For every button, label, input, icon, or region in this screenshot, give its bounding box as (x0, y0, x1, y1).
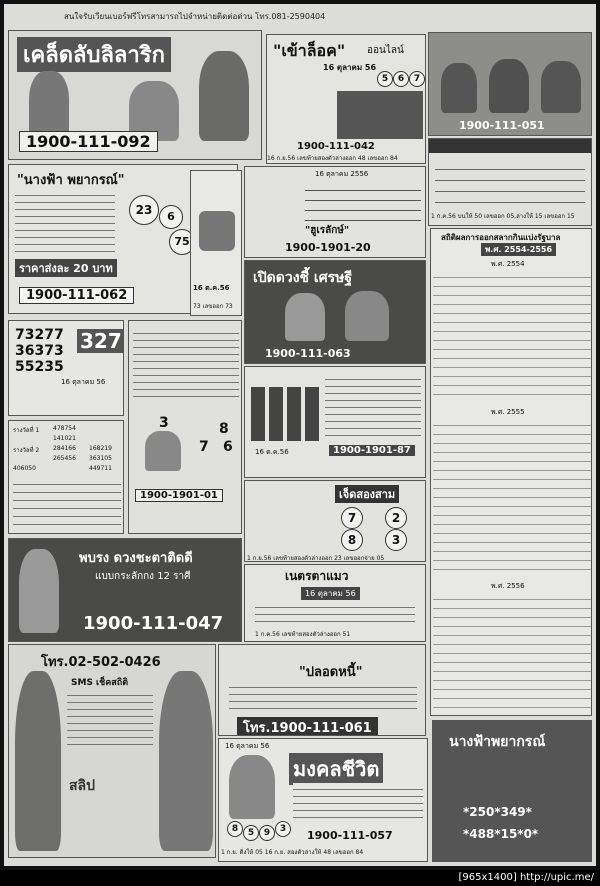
ad-left-table-row-2: 36373 (15, 343, 64, 359)
ad-card-mid-text (133, 327, 239, 397)
ad-bottom-center-phone: 1900-111-057 (307, 829, 393, 842)
ad-poet-title: เปิดดวงชี้ เศรษฐี (253, 270, 353, 286)
ad-kratong-title: เนตรตาแมว (285, 569, 349, 583)
ad-seven-two (244, 480, 426, 562)
ad-nangfa-top-price: ราคาส่งละ 20 บาท (15, 259, 117, 277)
ad-pansa-subtitle: แบบกระลักกง 12 ราศี (95, 571, 191, 582)
ad-seven-two-num-1: 7 (341, 507, 363, 529)
ad-bottom-center-num-3: 9 (259, 825, 275, 841)
ad-card-mid-num-2: 8 (219, 421, 229, 437)
stats-table-title: สถิติผลการออกสลากกินแบ่งรัฐบาล (441, 233, 561, 242)
ad-card-mid-num-3: 7 (199, 439, 209, 455)
ad-khao-lek-digit-1: 5 (377, 71, 393, 87)
ad-pansa-title: พบรง ดวงชะตาติดดี (79, 551, 193, 566)
ad-mid-small-note: 73 เลขออก 73 (193, 303, 233, 310)
ad-bottom-center-title: มงคลชีวิต (289, 753, 383, 785)
ad-left-nums-row-5-value: 406050 (13, 465, 36, 472)
ad-nangfa-top-ball-2: 6 (159, 205, 183, 229)
ad-pheiya-grid (305, 181, 421, 221)
ad-left-nums (8, 420, 124, 534)
figure-pansa (19, 549, 59, 633)
ad-tel-left-label: สลิป (69, 778, 96, 794)
ad-klet-lap-phone: 1900-111-092 (19, 131, 158, 152)
ad-nangfa-bottom-title: นางฟ้าพยากรณ์ (449, 734, 546, 750)
ad-bottom-right-mid (244, 366, 426, 478)
ad-bottom-right-mid-grid (251, 387, 321, 441)
stats-table-box (430, 228, 592, 716)
ad-khao-lek-grid (337, 91, 423, 139)
ad-left-nums-row-4-value-2: 363105 (89, 455, 112, 462)
ad-sms-right-line: 1 ก.ค.56 บนให้ 50 เลขออก 05,ล่างให้ 15 เลขออก 15 (431, 213, 575, 220)
ad-pansa-phone: 1900-111-047 (83, 613, 224, 634)
ad-nangfa-bottom-line-1: *250*349* (463, 805, 532, 819)
ad-pansa (8, 538, 242, 642)
ad-card-mid-num-4: 6 (223, 439, 233, 455)
ad-khao-lek-digit-2: 6 (393, 71, 409, 87)
figure-woman-left (15, 671, 61, 851)
ad-left-nums-row-3-value-2: 168219 (89, 445, 112, 452)
ad-seven-two-num-3: 8 (341, 529, 363, 551)
ad-nangfa-top-title: "นางฟ้า พยากรณ์" (17, 173, 125, 188)
ad-top-right (428, 32, 592, 136)
ad-khao-lek-date: 16 ตุลาคม 56 (323, 63, 377, 72)
ad-bottom-right-mid-phone: 1900-1901-87 (329, 445, 415, 456)
figure-woman-3 (199, 51, 249, 141)
ad-khao-lek (266, 34, 426, 164)
stats-table-year-1: พ.ศ. 2554 (491, 260, 525, 268)
ad-nangfa-top-ball-1: 23 (129, 195, 159, 225)
stats-table-rows-3 (433, 591, 591, 711)
ad-khao-lek-note: 16 ก.ย.56 เลขท้ายสองตัวล่างออก 48 เลขออก 84 (267, 155, 398, 162)
ad-klet-lap-title: เคล็ดลับลิลาริก (17, 37, 171, 72)
ad-kratong-date: 16 ตุลาคม 56 (301, 587, 360, 600)
ad-plod-phone: โทร.1900-111-061 (237, 717, 378, 736)
stats-table-year-3: พ.ศ. 2556 (491, 582, 525, 590)
figure-deity-mid (145, 431, 181, 471)
ad-mid-small-date: 16 ต.ค.56 (193, 284, 230, 292)
ad-khao-lek-subtitle: ออนไลน์ (367, 45, 404, 56)
ad-nangfa-top-phone: 1900-111-062 (19, 287, 134, 304)
stats-table-years: พ.ศ. 2554-2556 (481, 243, 556, 256)
ad-seven-two-title: เจ็ดสองสาม (335, 485, 399, 503)
ad-pheiya-phone: 1900-1901-20 (285, 241, 371, 254)
figure-woman-right (159, 671, 213, 851)
ad-card-mid (128, 320, 242, 534)
ad-mid-small-figure (199, 211, 235, 251)
stats-table-rows-2 (433, 417, 591, 575)
ad-seven-two-num-2: 2 (385, 507, 407, 529)
ad-sms-right-rows (435, 159, 585, 203)
ad-bottom-right-mid-text (325, 373, 421, 441)
ad-poet-phone: 1900-111-063 (265, 347, 351, 360)
stats-table-rows-1 (433, 269, 591, 403)
ad-tel-left-phone: โทร.02-502-0426 (41, 655, 161, 670)
ad-kratong (244, 564, 426, 642)
ad-seven-two-num-4: 3 (385, 529, 407, 551)
ad-khao-lek-title: "เข้าล็อค" (273, 41, 346, 60)
ad-bottom-center-text (293, 783, 423, 823)
ad-bottom-center-num-4: 3 (275, 821, 291, 837)
ad-left-nums-row-4-value: 265456 (53, 455, 76, 462)
ad-bottom-center-date: 16 ตุลาคม 56 (225, 742, 270, 750)
ad-nangfa-top-ball-3: 75 (169, 229, 195, 255)
ad-left-table-row-1: 73277 (15, 327, 64, 343)
ad-left-nums-row-2-value: 141021 (53, 435, 76, 442)
ad-card-mid-num-1: 3 (159, 415, 169, 431)
ad-pheiya-date: 16 ตุลาคม 2556 (315, 170, 369, 178)
ad-plod-title: "ปลอดหนี้" (299, 665, 363, 680)
ad-left-nums-row-1-value: 478754 (53, 425, 76, 432)
ad-poet (244, 260, 426, 364)
ad-bottom-center-num-1: 8 (227, 821, 243, 837)
figure-man-2 (489, 59, 529, 113)
ad-plod-text (229, 681, 417, 711)
figure-poet-2 (345, 291, 389, 341)
ad-tel-left-text (67, 689, 153, 749)
ad-tel-left-sms: SMS เช็คสถิติ (71, 678, 129, 688)
ad-plod (218, 644, 426, 736)
ad-nangfa-bottom-line-2: *488*15*0* (463, 827, 539, 841)
ad-left-table-row-3: 55235 (15, 359, 64, 375)
ad-bottom-center-num-2: 5 (243, 825, 259, 841)
newspaper-page (4, 4, 596, 866)
ad-pheiya-title: "ฮูเรลักษ์" (305, 225, 350, 236)
figure-man-1 (441, 63, 477, 113)
ad-tel-left (8, 644, 216, 858)
ad-left-nums-lines (13, 477, 121, 531)
ad-left-nums-row-1-label: รางวัลที่ 1 (13, 427, 40, 434)
ad-bottom-right-mid-date: 16 ต.ค.56 (255, 448, 289, 456)
ad-left-table-date: 16 ตุลาคม 56 (61, 378, 106, 386)
ad-khao-lek-digit-3: 7 (409, 71, 425, 87)
figure-buddha (229, 755, 275, 819)
ad-klet-lap (8, 30, 262, 160)
ad-mid-small (190, 170, 242, 316)
ad-left-table (8, 320, 124, 416)
ad-bottom-center (218, 738, 428, 862)
ad-bottom-center-note: 1 ก.ย. ดิ่งให้ 05 16 ก.ย. สองตัวล่างให้ 48 เลขออก 84 (221, 849, 364, 856)
ad-khao-lek-phone: 1900-111-042 (297, 141, 375, 152)
ad-nangfa-top-textblock (15, 189, 115, 255)
figure-poet-1 (285, 293, 325, 341)
header-text: สนใจรับเวียนเบอร์ฟรีโทรสามารถไปจำหน่ายติดต่อด่วน โทร.081-2590404 (64, 12, 326, 21)
footer-watermark: [965x1400] http://upic.me/ (458, 872, 594, 883)
ad-pheiya (244, 166, 426, 258)
ad-left-table-big: 327 (77, 329, 124, 353)
figure-man-3 (541, 61, 581, 113)
ad-kratong-note: 1 ก.ค.56 เลขท้ายสองตัวล่างออก 51 (255, 631, 351, 638)
ad-card-mid-phone: 1900-1901-01 (135, 489, 223, 502)
ad-left-nums-row-5-value-3: 449711 (89, 465, 112, 472)
ad-left-nums-row-3-value: 284166 (53, 445, 76, 452)
ad-seven-two-note: 1 ก.ย.56 เลขท้ายสองตัวล่างออก 23 เลขออกจ่าย 05 (247, 555, 385, 562)
ad-left-nums-row-3-label: รางวัลที่ 2 (13, 447, 40, 454)
ad-nangfa-bottom (432, 720, 592, 862)
ad-kratong-text (255, 601, 415, 627)
ad-sms-right (428, 138, 592, 226)
ad-top-right-phone: 1900-111-051 (459, 119, 545, 132)
image-footer (0, 870, 600, 886)
ad-sms-right-dark-bar (429, 139, 592, 153)
stats-table-year-2: พ.ศ. 2555 (491, 408, 525, 416)
